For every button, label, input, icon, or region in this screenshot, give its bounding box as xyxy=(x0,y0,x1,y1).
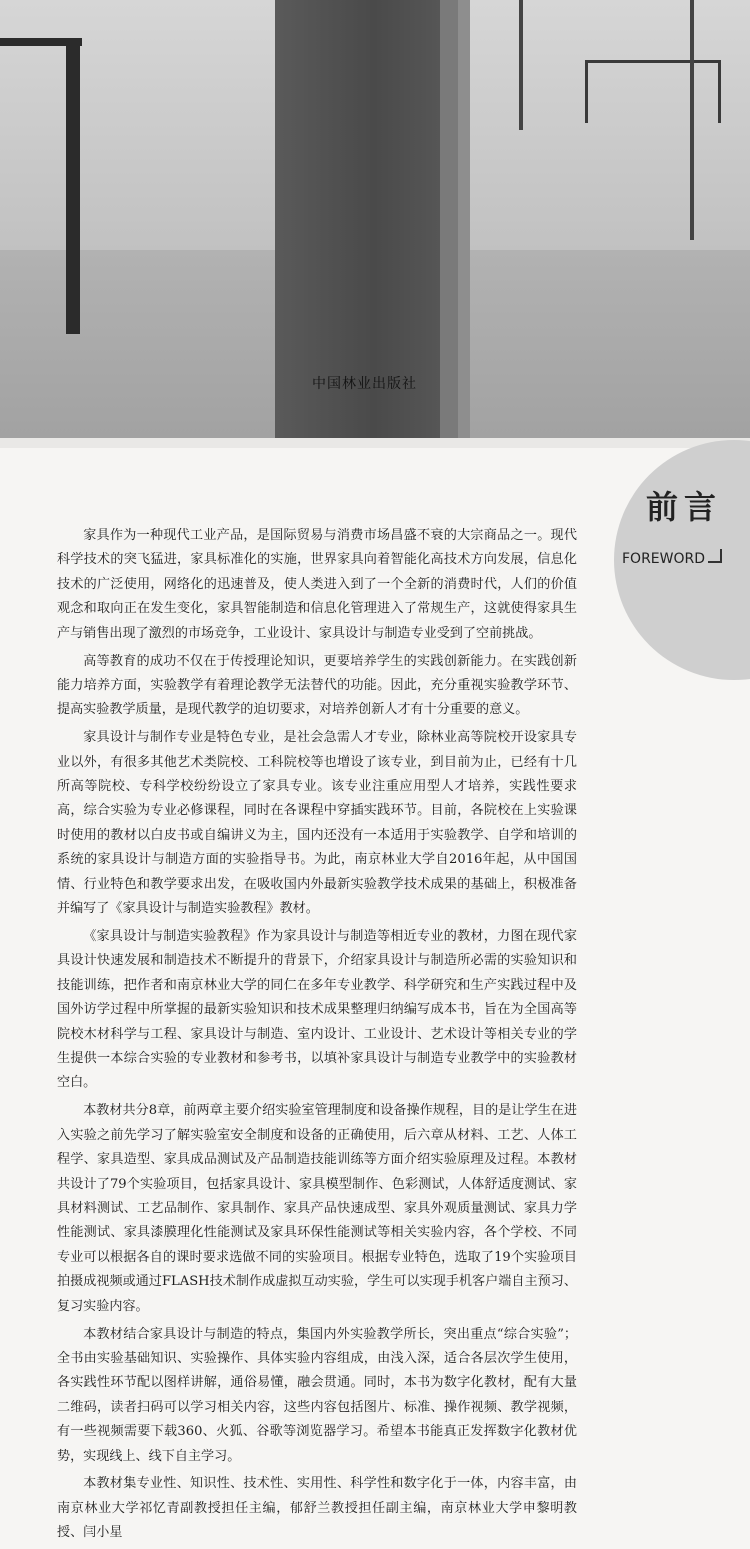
page-gap xyxy=(0,438,750,448)
photo-slab-shadow xyxy=(458,0,470,438)
paragraph: 家具设计与制作专业是特色专业，是社会急需人才专业，除林业高等院校开设家具专业以外，有很多其他艺术类院校、工科院校等也增设了该专业，到目前为止，已经有十几所高等院校、专科学校纷纷设立了家具专业。该专业注重应用型人才培养，实践性要求高，综合实验为专业必修课程，同时在各课程中穿插实践环节。目前，各院校在上实验课时使用的教材以白皮书或自编讲义为主，国内还没有一本适用于实验教学、自学和培训的系统的家具设计与制造方面的实验指导书。为此，南京林业大学自2016年起，从中国国情、行业特色和教学要求出发，在吸收国内外最新实验教学技术成果的基础上，积极准备并编写了《家具设计与制造实验教程》教材。 xyxy=(57,730,577,917)
paragraph: 本教材集专业性、知识性、技术性、实用性、科学性和数字化于一体，内容丰富，由南京林业大学祁忆青副教授担任主编，郁舒兰教授担任副主编，南京林业大学申黎明教授、闫小星 xyxy=(57,1476,577,1541)
cover-photo xyxy=(0,0,750,438)
foreword-subtitle-text: FOREWORD xyxy=(622,551,706,567)
photo-stand xyxy=(585,60,721,123)
foreword-body xyxy=(57,524,577,1549)
paragraph: 高等教育的成功不仅在于传授理论知识，更要培养学生的实践创新能力。在实践创新能力培养方面，实验教学有着理论教学无法替代的功能。因此，充分重视实验教学环节、提高实验教学质量，是现代教学的迫切要求，对培养创新人才有十分重要的意义。 xyxy=(57,653,577,718)
paragraph: 家具作为一种现代工业产品，是国际贸易与消费市场昌盛不衰的大宗商品之一。现代科学技术的突飞猛进，家具标准化的实施，世界家具向着智能化高技术方向发展，信息化技术的广泛使用，网络化的迅速普及，使人类进入到了一个全新的消费时代，人们的价值观念和取向正在发生变化，家具智能制造和信息化管理进入了常规生产，这就使得家具生产与销售出现了激烈的市场竞争，工业设计、家具设计与制造专业受到了空前挑战。 xyxy=(57,528,577,641)
paragraph: 本教材共分8章，前两章主要介绍实验室管理制度和设备操作规程，目的是让学生在进入实验之前先学习了解实验室安全制度和设备的正确使用，后六章从材料、工艺、人体工程学、家具造型、家具成品测试及产品制造技能训练等方面介绍实验原理及过程。本教材共设计了79个实验项目，包括家具设计、家具模型制作、色彩测试，人体舒适度测试、家具材料测试、工艺品制作、家具制作、家具产品快速成型、家具外观质量测试、家具力学性能测试、家具漆膜理化性能测试及家具环保性能测试等相关实验内容，各个学校、不同专业可以根据各自的课时要求选做不同的实验项目。根据专业特色，选取了19个实验项目拍摄成视频或通过FLASH技术制作成虚拟互动实验，学生可以实现手机客户端自主预习、复习实验内容。 xyxy=(57,1103,577,1314)
photo-slab-edge xyxy=(440,0,458,438)
foreword-subtitle xyxy=(622,549,722,567)
photo-stand-leg xyxy=(519,0,523,130)
foreword-title: 前言 xyxy=(646,488,723,526)
paragraph: 《家具设计与制造实验教程》作为家具设计与制造等相近专业的教材，力图在现代家具设计快速发展和制造技术不断提升的背景下，介绍家具设计与制造所必需的实验知识和技能训练，把作者和南京林业大学的同仁在多年专业教学、科学研究和生产实践过程中及国外访学过程中所掌握的最新实验知识和技术成果整理归纳编写成本书，旨在为全国高等院校木材科学与工程、家具设计与制造、室内设计、工业设计、艺术设计等相关专业的学生提供一本综合实验的专业教材和参考书，以填补家具设计与制造专业教学中的实验教材空白。 xyxy=(57,929,577,1091)
photo-stand-leg xyxy=(690,0,694,240)
photo-table-leg xyxy=(66,44,80,334)
paragraph: 本教材结合家具设计与制造的特点，集国内外实验教学所长，突出重点“综合实验”；全书由实验基础知识、实验操作、具体实验内容组成，由浅入深，适合各层次学生使用，各实践性环节配以图样讲解，通俗易懂，融会贯通。同时，本书为数字化教材，配有大量二维码，读者扫码可以学习相关内容，这些内容包括图片、标准、操作视频、教学视频，有一些视频需要下载360、火狐、谷歌等浏览器学习。希望本书能真正发挥数字化教材优势，实现线上、线下自主学习。 xyxy=(57,1326,577,1464)
publisher-name: 中国林业出版社 xyxy=(312,376,417,392)
arrow-down-right-icon xyxy=(708,549,722,563)
